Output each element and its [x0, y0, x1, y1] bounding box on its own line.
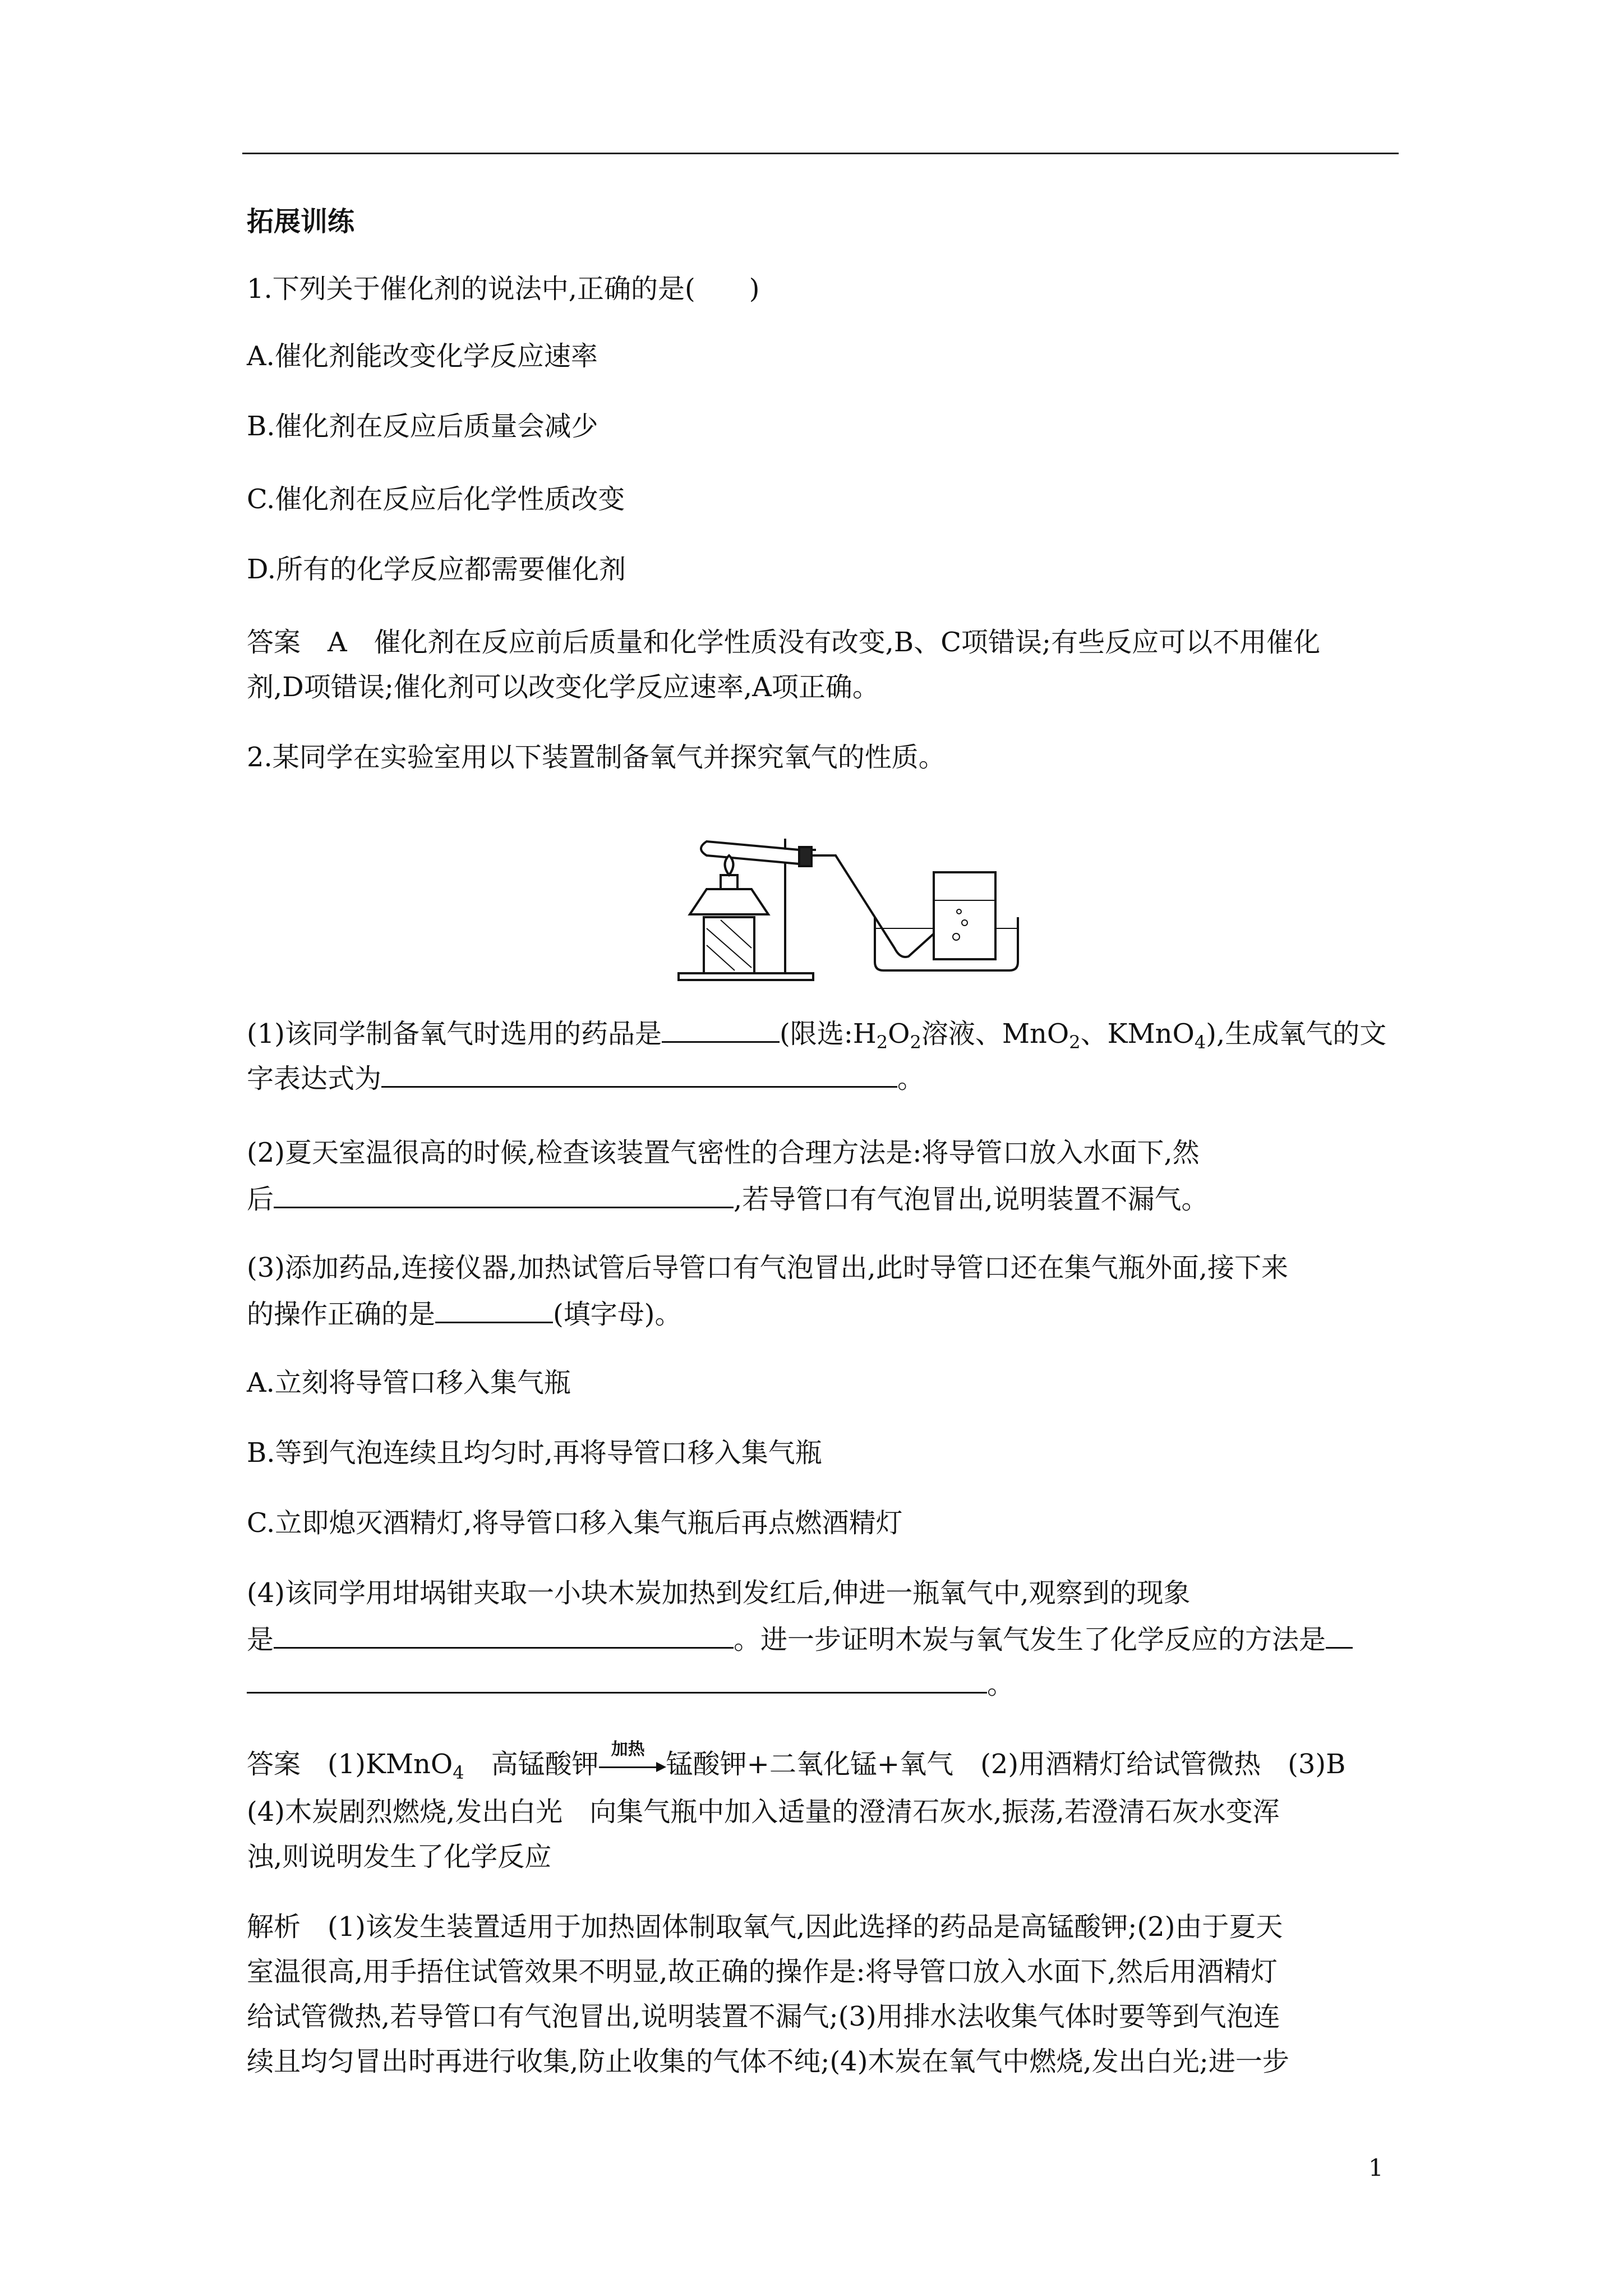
- q1-answer-line-2: 剂,D项错误;催化剂可以改变化学反应速率,A项正确。: [247, 671, 879, 703]
- q2-part-2-line-1: (2)夏天室温很高的时候,检查该装置气密性的合理方法是:将导管口放入水面下,然: [247, 1137, 1200, 1168]
- page-number: 1: [1368, 2154, 1384, 2182]
- q1-option-a: A.催化剂能改变化学反应速率: [247, 341, 598, 372]
- subscript: 4: [453, 1762, 464, 1783]
- q2-part-3-option-c: C.立即熄灭酒精灯,将导管口移入集气瓶后再点燃酒精灯: [247, 1507, 903, 1539]
- analysis-line-3: 给试管微热,若导管口有气泡冒出,说明装置不漏气;(3)用排水法收集气体时要等到气泡连: [247, 2001, 1280, 2032]
- q1-option-b: B.催化剂在反应后质量会减少: [247, 411, 598, 442]
- q2-part-2-blank[interactable]: [274, 1175, 734, 1208]
- q2-part-1-text: 溶液、MnO: [921, 1018, 1069, 1050]
- q2-part-1-line-1: [247, 1010, 1396, 1056]
- section-title: 拓展训练: [247, 206, 355, 237]
- q2-part-1-blank-reagent[interactable]: [662, 1010, 780, 1043]
- q2-part-2-text: 后: [247, 1184, 274, 1215]
- q2-part-4-line-1: (4)该同学用坩埚钳夹取一小块木炭加热到发红后,伸进一瓶氧气中,观察到的现象: [247, 1577, 1191, 1609]
- question-2-stem: 2.某同学在实验室用以下装置制备氧气并探究氧气的性质。: [247, 742, 946, 773]
- q2-part-4-blank-method-start[interactable]: [1326, 1616, 1353, 1649]
- q2-part-3-line-2: [247, 1290, 1396, 1337]
- q2-part-1-text: (限选:H: [780, 1018, 877, 1050]
- analysis-line-2: 室温很高,用手捂住试管效果不明显,故正确的操作是:将导管口放入水面下,然后用酒精灯: [247, 1956, 1278, 1987]
- q2-part-4-text: 。: [987, 1669, 1015, 1700]
- q2-answer-text: 高锰酸钾: [464, 1749, 599, 1780]
- q2-part-1-text: 、KMnO: [1080, 1018, 1195, 1050]
- apparatus-figure: [673, 816, 1066, 984]
- q2-answer-line-1: [247, 1739, 1396, 1787]
- q2-part-1-text: (1)该同学制备氧气时选用的药品是: [247, 1018, 662, 1050]
- subscript: 2: [876, 1032, 888, 1053]
- q2-part-4-line-2: [247, 1616, 1396, 1662]
- q2-part-3-text: 的操作正确的是: [247, 1299, 436, 1330]
- q2-part-4-text: 。进一步证明木炭与氧气发生了化学反应的方法是: [734, 1624, 1326, 1655]
- q2-answer-text: 锰酸钾+二氧化锰+氧气 (2)用酒精灯给试管微热 (3)B: [666, 1749, 1346, 1780]
- q2-part-1-blank-expression[interactable]: [381, 1055, 897, 1088]
- q2-part-3-option-a: A.立刻将导管口移入集气瓶: [247, 1367, 571, 1398]
- q1-option-c: C.催化剂在反应后化学性质改变: [247, 484, 625, 515]
- q2-part-1-text: O: [888, 1018, 910, 1050]
- q2-answer-text: 答案 (1)KMnO: [247, 1749, 453, 1780]
- analysis-line-1: 解析 (1)该发生装置适用于加热固体制取氧气,因此选择的药品是高锰酸钾;(2)由于夏天: [247, 1911, 1283, 1943]
- question-1-stem: 1.下列关于催化剂的说法中,正确的是( ): [247, 273, 760, 305]
- q2-part-4-text: 是: [247, 1624, 274, 1655]
- subscript: 2: [1069, 1032, 1081, 1053]
- q2-answer-line-2: (4)木炭剧烈燃烧,发出白光 向集气瓶中加入适量的澄清石灰水,振荡,若澄清石灰水变浑: [247, 1796, 1280, 1828]
- q2-part-3-text: (填字母)。: [553, 1299, 682, 1330]
- q2-part-3-option-b: B.等到气泡连续且均匀时,再将导管口移入集气瓶: [247, 1437, 822, 1469]
- subscript: 4: [1194, 1032, 1206, 1053]
- q2-part-3-blank[interactable]: [435, 1290, 553, 1323]
- q2-part-4-blank-method[interactable]: [247, 1660, 987, 1694]
- q2-part-3-line-1: (3)添加药品,连接仪器,加热试管后导管口有气泡冒出,此时导管口还在集气瓶外面,接下来: [247, 1252, 1289, 1283]
- subscript: 2: [910, 1032, 921, 1053]
- q1-answer-line-1: 答案 A 催化剂在反应前后质量和化学性质没有改变,B、C项错误;有些反应可以不用催化: [247, 627, 1321, 658]
- analysis-line-4: 续且均匀冒出时再进行收集,防止收集的气体不纯;(4)木炭在氧气中燃烧,发出白光;进一步: [247, 2046, 1289, 2077]
- q2-part-1-text: ),生成氧气的文: [1206, 1018, 1387, 1050]
- q2-part-2-line-2: [247, 1175, 1396, 1222]
- q2-part-4-blank-phenomenon[interactable]: [274, 1616, 734, 1649]
- q2-part-1-text: 字表达式为: [247, 1063, 382, 1094]
- reaction-condition: 加热: [611, 1739, 645, 1759]
- q2-part-2-text: ,若导管口有气泡冒出,说明装置不漏气。: [734, 1184, 1209, 1215]
- reaction-arrow-icon: [599, 1739, 666, 1783]
- q2-answer-line-3: 浊,则说明发生了化学反应: [247, 1841, 552, 1872]
- q2-part-4-line-3: [247, 1660, 1396, 1707]
- q2-part-1-text: 。: [897, 1063, 925, 1094]
- q2-part-1-line-2: [247, 1055, 1396, 1101]
- header-rule: [242, 153, 1399, 154]
- q1-option-d: D.所有的化学反应都需要催化剂: [247, 554, 626, 585]
